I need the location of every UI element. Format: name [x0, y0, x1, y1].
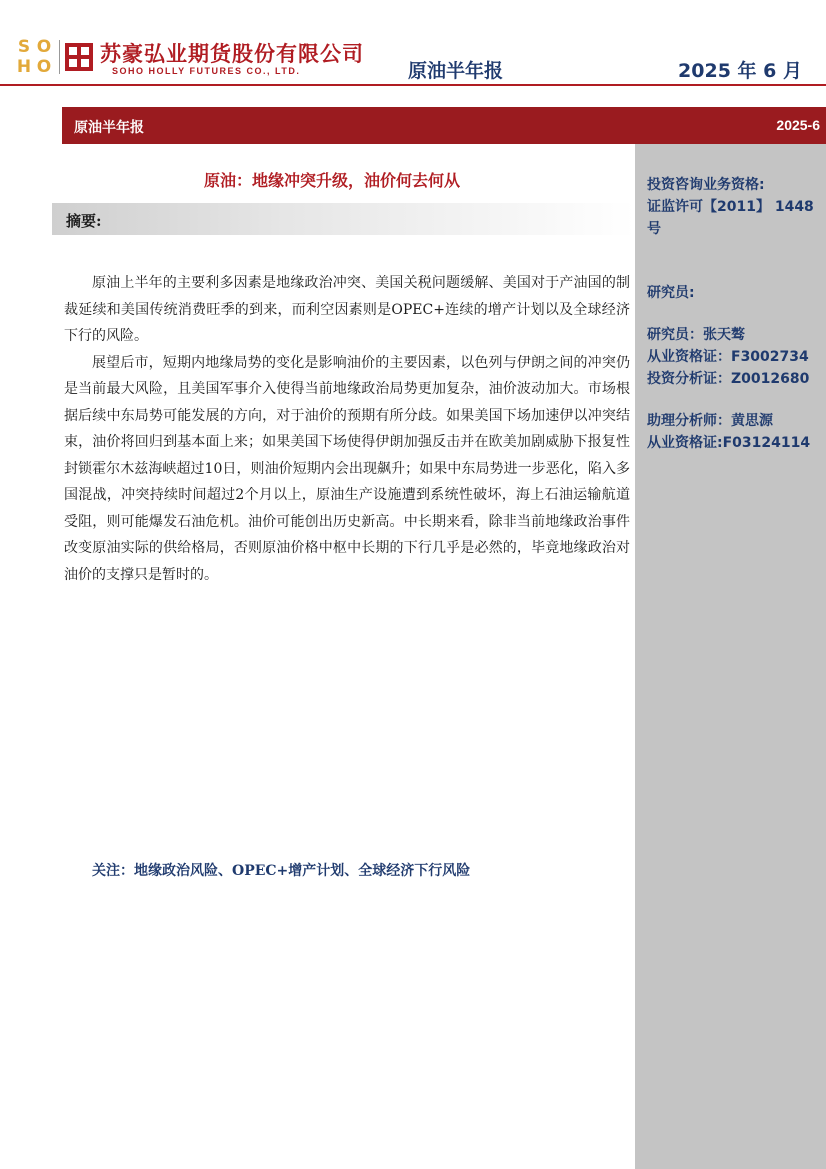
- company-name-en: SOHO HOLLY FUTURES CO., LTD.: [112, 66, 301, 76]
- report-date: 2025 年 6 月: [678, 60, 802, 82]
- qualification-label: 投资咨询业务资格:: [647, 177, 765, 193]
- paragraph-1: 原油上半年的主要利多因素是地缘政治冲突、美国关税问题缓解、美国对于产油国的制裁延续和美国传统消费旺季的到来，而利空因素则是OPEC+连续的增产计划以及全球经济下行的风险。: [64, 275, 630, 344]
- focus-line: 关注：地缘政治风险、OPEC+增产计划、全球经济下行风险: [92, 863, 471, 879]
- qualification-suffix: 号: [647, 221, 661, 237]
- logo-letter-h: H: [16, 57, 32, 77]
- sidebar: [635, 144, 826, 1169]
- logo-divider: [59, 40, 60, 74]
- article-title: 原油：地缘冲突升级，油价何去何从: [203, 171, 460, 190]
- assistant-cert: 从业资格证:F03124114: [647, 435, 811, 451]
- assistant-block: [647, 410, 810, 454]
- page-header: [0, 0, 826, 90]
- soho-logo: [14, 38, 54, 78]
- abstract-header: [52, 203, 635, 235]
- company-name-cn: 苏豪弘业期货股份有限公司: [100, 41, 364, 66]
- logo-letter-s: S: [17, 37, 31, 57]
- qualification-block: [647, 174, 814, 240]
- qualification-license: 证监许可【2011】 1448: [647, 199, 814, 215]
- banner-title: 原油半年报: [74, 120, 144, 136]
- logo-letter-o2: O: [36, 57, 52, 77]
- report-banner: [62, 107, 826, 144]
- header-divider: [0, 84, 826, 86]
- report-title: 原油半年报: [408, 60, 504, 82]
- abstract-label: 摘要:: [66, 212, 102, 230]
- abstract-body: [64, 270, 630, 588]
- paragraph-2: 展望后市，短期内地缘局势的变化是影响油价的主要因素，以色列与伊朗之间的冲突仍是当前最大风险，且美国军事介入使得当前地缘政治局势更加复杂，油价波动加大。市场根据后续中东局势可能发展的方向，对于油价的预期有所分歧。如果美国下场加速伊以冲突结束，油价将回归到基本面上来；如果美国下场使得伊朗加强反击并在欧美加剧威胁下报复性封锁霍尔木兹海峡超过10日，则油价短期内会出现飙升；如果中东局势进一步恶化，陷入多国混战，冲突持续时间超过2个月以上，原油生产设施遭到系统性破坏，海上石油运输航道受阻，则可能爆发石油危机。油价可能创出历史新高。中长期来看，除非当前地缘政治事件改变原油实际的供给格局，否则原油价格中枢中长期的下行几乎是必然的，毕竟地缘政治对油价的支撑只是暂时的。: [64, 354, 630, 583]
- banner-date: 2025-6: [776, 117, 820, 133]
- assistant-name: 助理分析师：黄思源: [647, 413, 773, 429]
- researcher-heading: 研究员:: [647, 285, 695, 301]
- researcher-name: 研究员：张天骜: [647, 327, 745, 343]
- researcher-cert: 从业资格证：F3002734: [647, 349, 809, 365]
- researcher-invest-cert: 投资分析证：Z0012680: [647, 371, 810, 387]
- company-emblem-icon: [64, 42, 94, 72]
- researcher-block: [647, 324, 809, 390]
- logo-letter-o: O: [36, 37, 52, 57]
